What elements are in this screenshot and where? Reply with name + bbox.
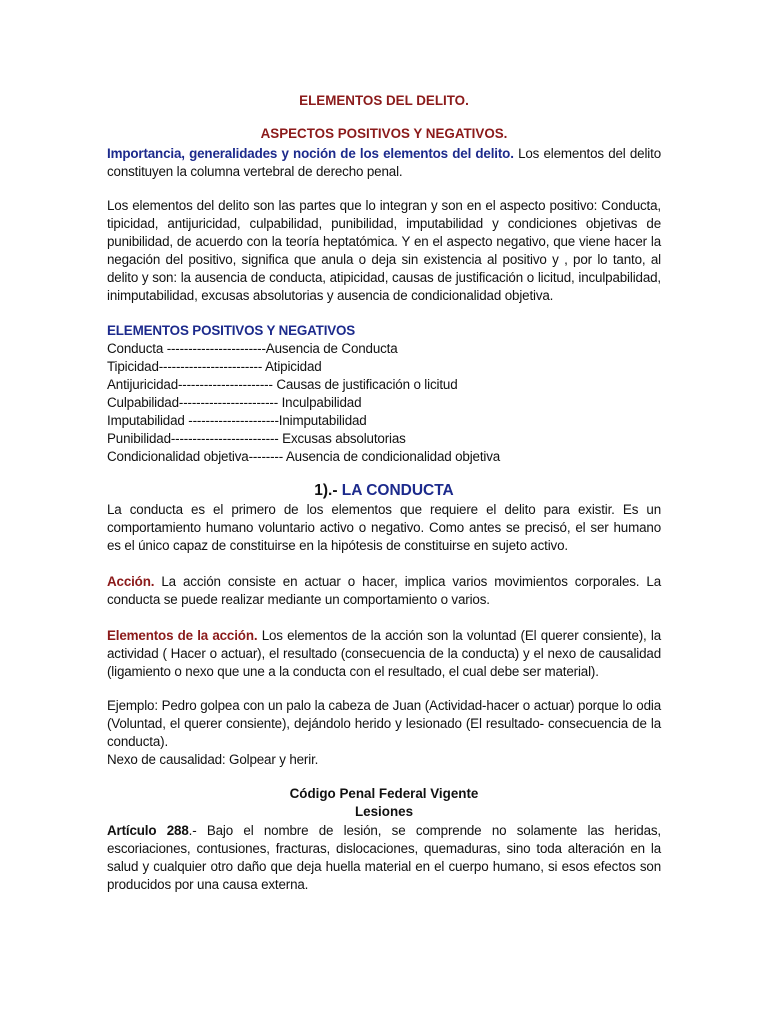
articulo-lead: Artículo 288 <box>107 823 189 838</box>
list-item: Condicionalidad objetiva-------- Ausencia de condicionalidad objetiva <box>107 449 501 464</box>
elements-list <box>107 340 661 466</box>
document-subtitle: ASPECTOS POSITIVOS Y NEGATIVOS. <box>260 126 508 141</box>
codigo-title: Código Penal Federal Vigente <box>289 786 479 801</box>
list-item: Antijuricidad---------------------- Causas de justificación o licitud <box>107 377 458 392</box>
intro-paragraph <box>107 145 661 181</box>
list-item: Culpabilidad----------------------- Inculpabilidad <box>107 395 362 410</box>
accion-text: La acción consiste en actuar o hacer, implica varios movimientos corporales. La conducta se puede realizar mediante un comportamiento o varios. <box>107 574 661 607</box>
ejemplo-paragraph <box>107 697 661 769</box>
elementos-accion-lead: Elementos de la acción. <box>107 628 258 643</box>
list-item: Tipicidad------------------------ Atipicidad <box>107 359 322 374</box>
section-heading-conducta <box>107 482 661 500</box>
codigo-subtitle: Lesiones <box>354 804 414 819</box>
intro-text: Los elementos del delito constituyen la columna vertebral de derecho penal. <box>107 146 661 179</box>
list-item: Imputabilidad ---------------------Inimputabilidad <box>107 413 367 428</box>
nexo-text: Nexo de causalidad: Golpear y herir. <box>107 752 319 767</box>
articulo-text: .- Bajo el nombre de lesión, se comprende no solamente las heridas, escoriaciones, contusiones, fracturas, dislocaciones, quemaduras, sino toda alteración en la salud y cualquier otro daño que deja huella material en el cuerpo humano, si esos efectos son producidos por una causa externa. <box>107 823 661 892</box>
section-number: 1).- <box>314 482 338 499</box>
list-heading: ELEMENTOS POSITIVOS Y NEGATIVOS <box>107 323 356 338</box>
elementos-accion-text: Los elementos de la acción son la voluntad (El querer consiente), la actividad ( Hacer o actuar), el resultado (consecuencia de la conducta) y el nexo de causalidad (ligamiento o nexo que une a la conducta con el resultado, el cual debe ser material). <box>107 628 662 679</box>
elementos-accion-paragraph <box>107 627 661 681</box>
accion-lead: Acción. <box>107 574 155 589</box>
articulo-paragraph <box>107 822 661 894</box>
accion-paragraph <box>107 573 661 609</box>
document-title: ELEMENTOS DEL DELITO. <box>299 93 469 108</box>
elements-paragraph: Los elementos del delito son las partes que lo integran y son en el aspecto positivo: Conducta, tipicidad, antijuricidad, culpabilidad, punibilidad, imputabilidad y condiciones objetivas de punibilidad, de acuerdo con la teoría heptatómica. Y en el aspecto negativo, que viene hacer la negación del positivo, significa que anula o deja sin existencia al positivo y , por lo tanto, al delito y son: la ausencia de conducta, atipicidad, causas de justificación o licitud, inculpabilidad, inimputabilidad, excusas absolutorias y ausencia de condicionalidad objetiva. <box>107 198 661 303</box>
list-item: Punibilidad------------------------- Excusas absolutorias <box>107 431 406 446</box>
ejemplo-text: Ejemplo: Pedro golpea con un palo la cabeza de Juan (Actividad-hacer o actuar) porque lo odia (Voluntad, el querer consiente), dejándolo herido y lesionado (El resultado- consecuencia de la conducta). <box>107 698 661 749</box>
list-item: Conducta -----------------------Ausencia de Conducta <box>107 341 398 356</box>
conducta-paragraph: La conducta es el primero de los elementos que requiere el delito para existir. Es un comportamiento humano voluntario activo o negativo. Como antes se precisó, el ser humano es el único capaz de constituirse en la hipótesis de constituirse en sujeto activo. <box>107 502 661 553</box>
section-title: LA CONDUCTA <box>337 482 454 499</box>
intro-lead: Importancia, generalidades y noción de los elementos del delito. <box>107 146 514 161</box>
